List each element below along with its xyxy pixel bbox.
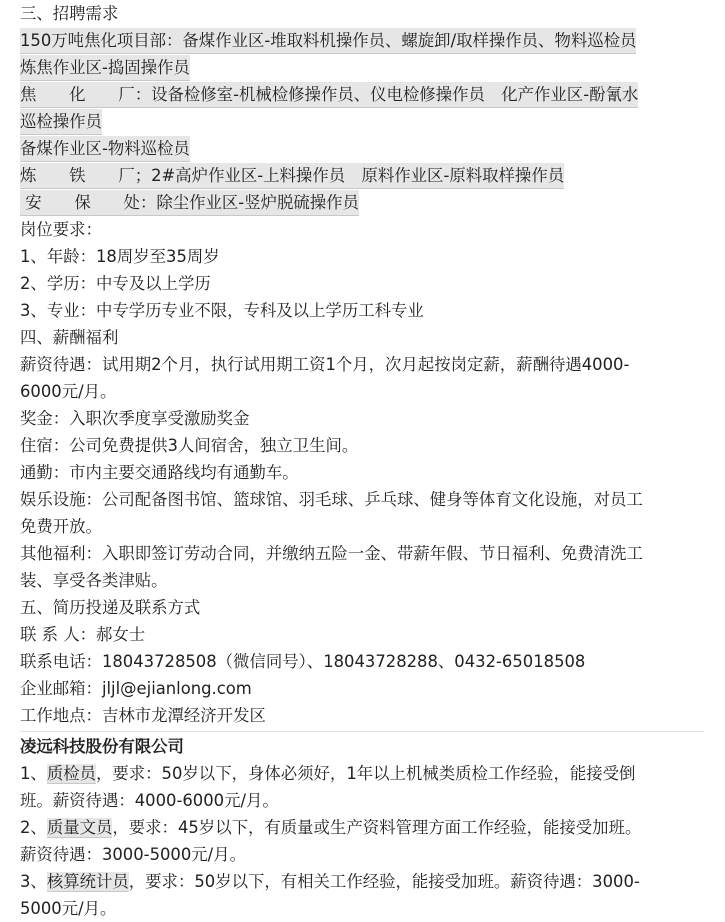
section-3-title: 三、招聘需求	[20, 4, 119, 23]
requirement-age: 1、年龄：18周岁至35周岁	[20, 247, 220, 266]
commute-line: 通勤：市内主要交通路线均有通勤车。	[20, 463, 299, 482]
dept-line-1: 150万吨焦化项目部：备煤作业区-堆取料机操作员、螺旋卸/取样操作员、物料巡检员	[20, 27, 704, 54]
section-divider	[20, 731, 704, 732]
contact-person: 联 系 人：郝女士	[20, 625, 146, 644]
job-2-line-2: 薪资待遇：3000-5000元/月。	[20, 845, 246, 864]
other-benefits-line-1: 其他福利：入职即签订劳动合同，并缴纳五险一金、带薪年假、节日福利、免费清洗工	[20, 544, 643, 563]
dept-line-3: 焦 化 厂：设备检修室-机械检修操作员、仪电检修操作员 化产作业区-酚氰水	[20, 81, 704, 108]
salary-line-1: 薪资待遇：试用期2个月，执行试用期工资1个月，次月起按岗定薪，薪酬待遇4000-	[20, 355, 630, 374]
contact-phone: 联系电话：18043728508（微信同号）、18043728288、0432-65018508	[20, 652, 586, 671]
job-3-prefix: 3、	[20, 872, 47, 891]
leisure-line-1: 娱乐设施：公司配备图书馆、篮球馆、羽毛球、乒乓球、健身等体育文化设施，对员工	[20, 490, 643, 509]
section-4-title: 四、薪酬福利	[20, 328, 119, 347]
job-2-line-1	[20, 814, 704, 841]
dept-line-2: 炼焦作业区-捣固操作员	[20, 54, 704, 81]
job-2-title: 质量文员	[46, 818, 113, 837]
job-3-line-2: 5000元/月。	[20, 899, 117, 918]
dept-line-7: 安 保 处：除尘作业区-竖炉脱硫操作员	[20, 189, 704, 216]
other-benefits-line-2: 装、享受各类津贴。	[20, 571, 168, 590]
housing-line: 住宿：公司免费提供3人间宿舍，独立卫生间。	[20, 436, 359, 455]
section-5-title: 五、简历投递及联系方式	[20, 598, 201, 617]
salary-line-2: 6000元/月。	[20, 382, 117, 401]
job-1-line-1	[20, 760, 704, 787]
dept-line-6: 炼 铁 厂；2#高炉作业区-上料操作员 原料作业区-原料取样操作员	[20, 162, 704, 189]
job-3-line-1	[20, 868, 704, 895]
work-address: 工作地点：吉林市龙潭经济开发区	[20, 706, 266, 725]
dept-line-4: 巡检操作员	[20, 108, 704, 135]
job-1-line-2: 班。薪资待遇：4000-6000元/月。	[20, 791, 279, 810]
job-3-title: 核算统计员	[46, 872, 129, 891]
job-3-requirements: ，要求：50岁以下，有相关工作经验，能接受加班。薪资待遇：3000-	[128, 872, 640, 891]
company-name: 凌远科技股份有限公司	[20, 737, 184, 756]
contact-email[interactable]: 企业邮箱：jljl@ejianlong.com	[20, 679, 252, 698]
requirement-major: 3、专业：中专学历专业不限，专科及以上学历工科专业	[20, 301, 424, 320]
bonus-line: 奖金：入职次季度享受激励奖金	[20, 409, 250, 428]
job-1-title: 质检员	[46, 764, 96, 783]
job-1-requirements: ，要求：50岁以下，身体必须好，1年以上机械类质检工作经验，能接受倒	[96, 764, 636, 783]
requirement-education: 2、学历：中专及以上学历	[20, 274, 211, 293]
dept-line-5: 备煤作业区-物料巡检员	[20, 135, 704, 162]
job-1-prefix: 1、	[20, 764, 47, 783]
requirements-title: 岗位要求：	[20, 220, 102, 239]
leisure-line-2: 免费开放。	[20, 517, 102, 536]
document-page	[20, 0, 704, 922]
job-2-requirements: ，要求：45岁以下，有质量或生产资料管理方面工作经验，能接受加班。	[112, 818, 642, 837]
job-2-prefix: 2、	[20, 818, 47, 837]
